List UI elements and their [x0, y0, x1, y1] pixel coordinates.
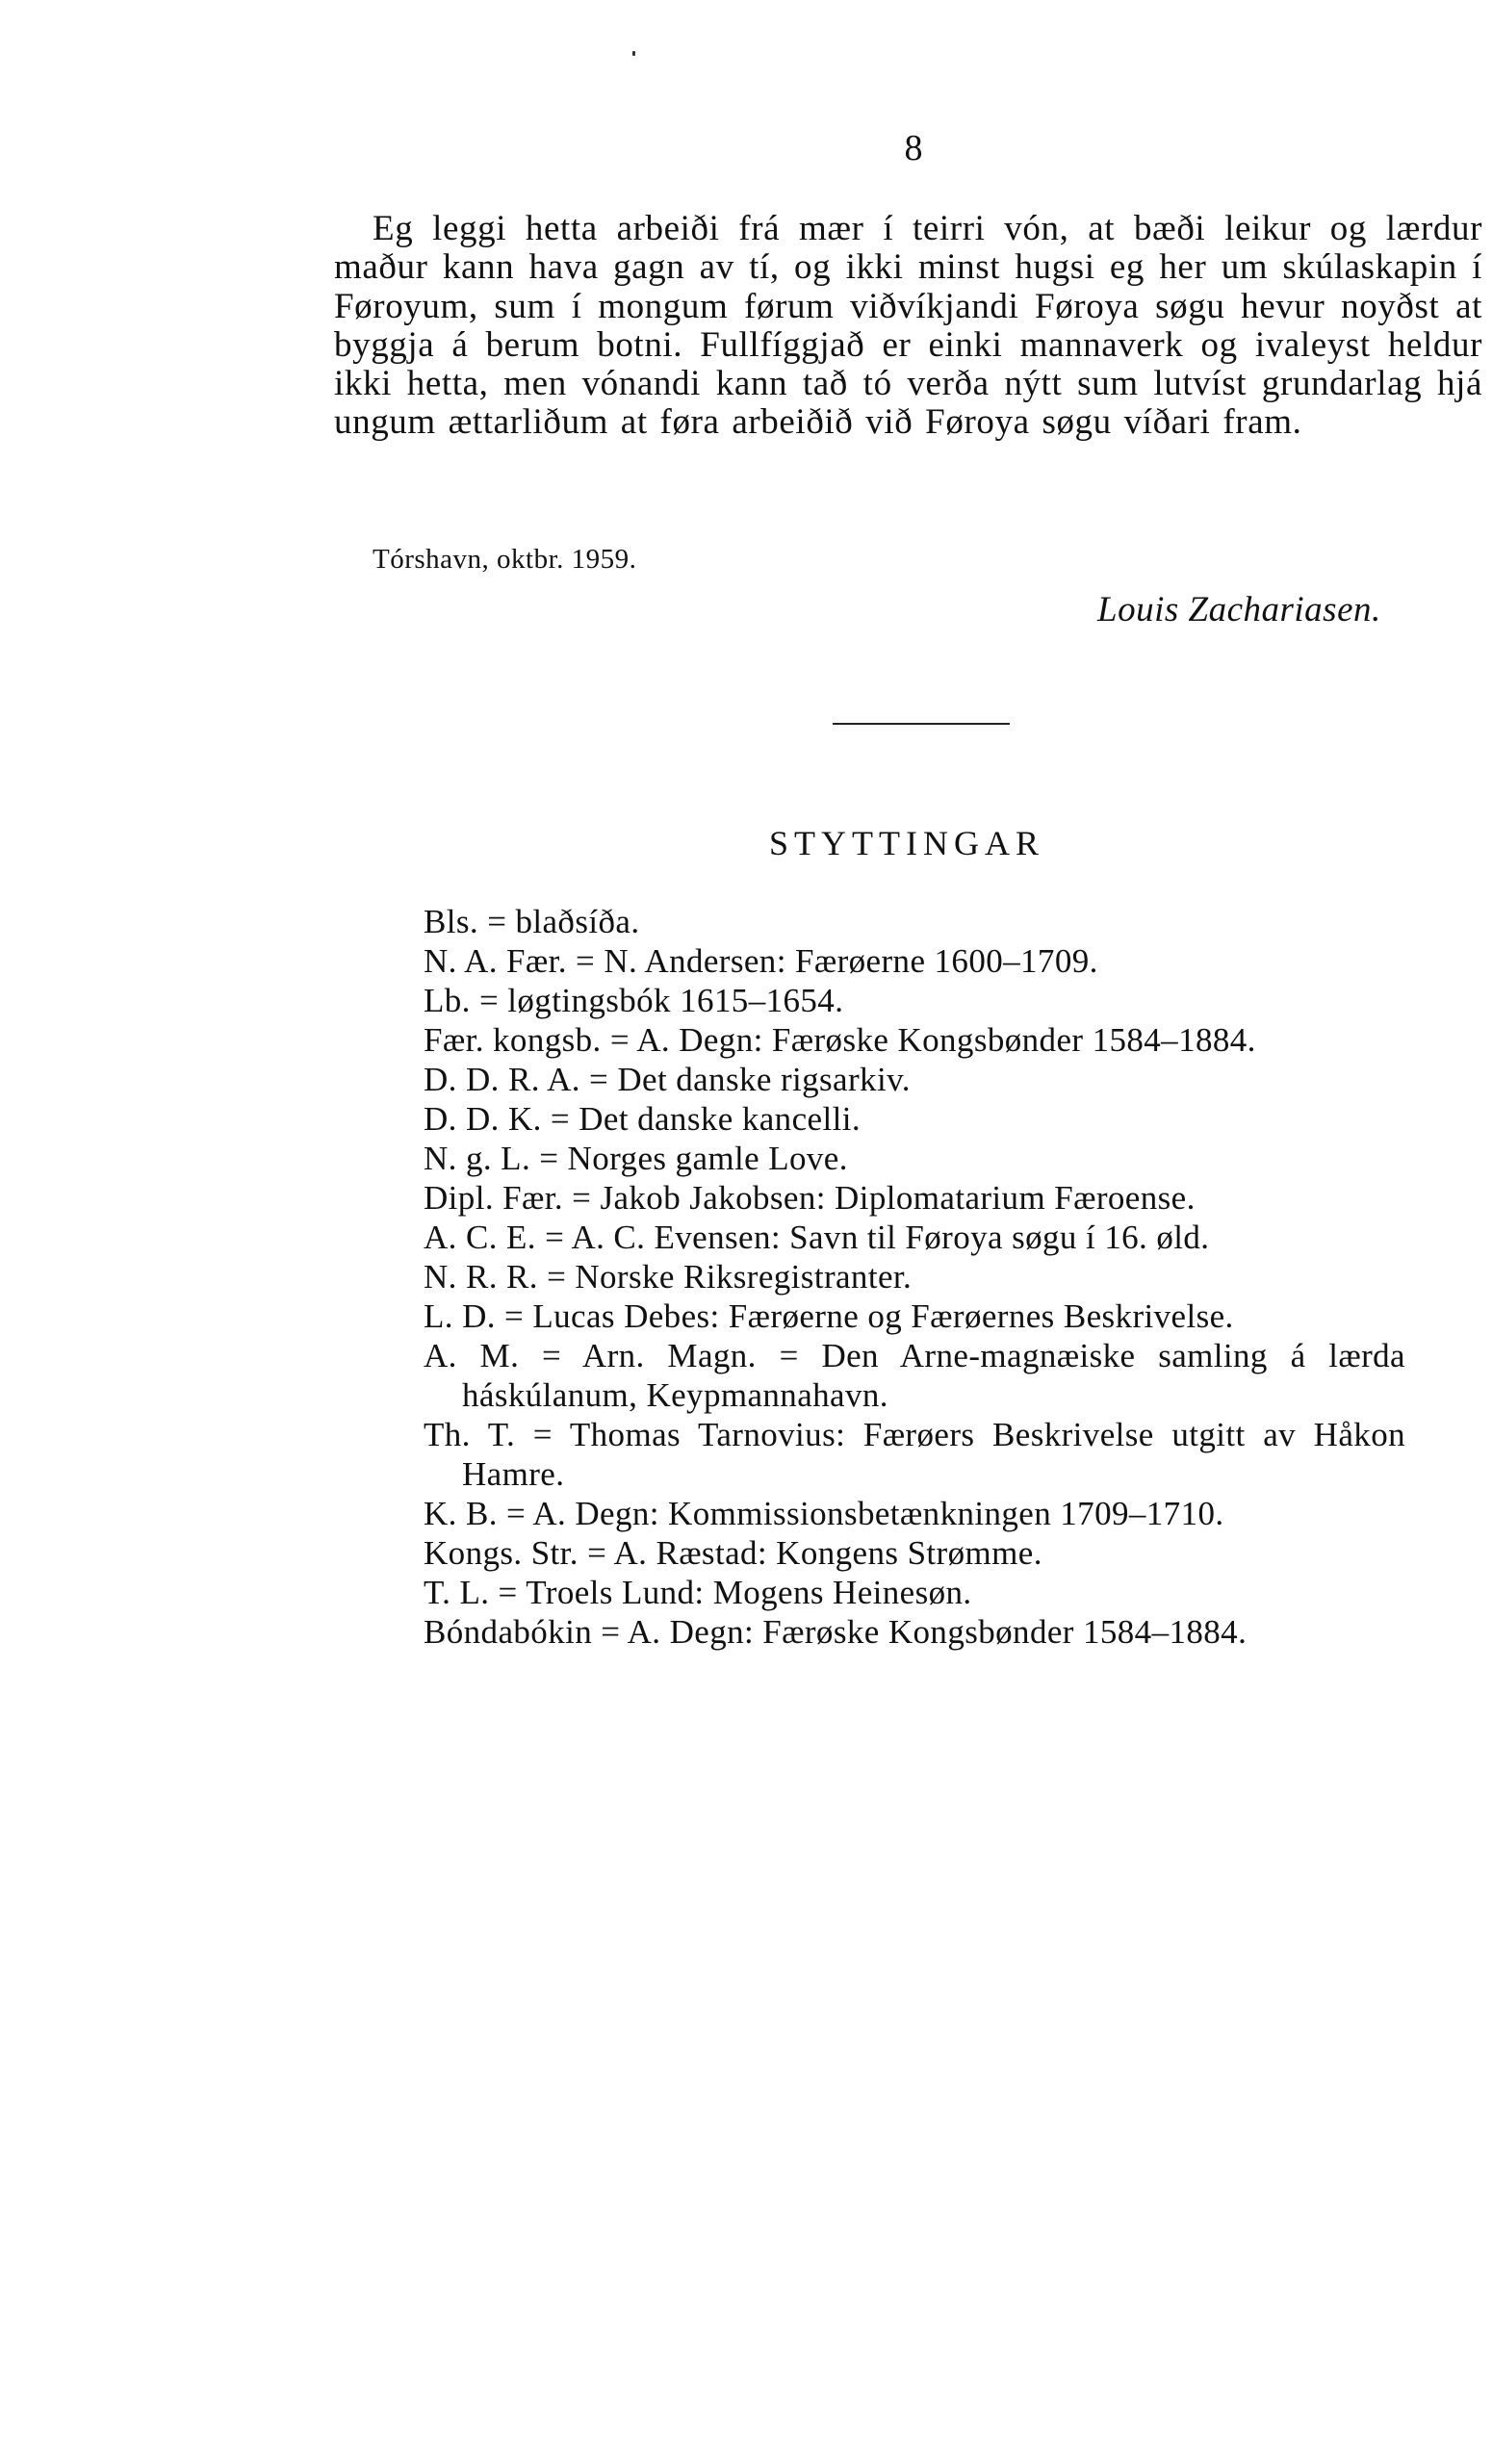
- page-number-text: 8: [904, 128, 923, 168]
- abbreviation-entry: A. C. E. = A. C. Evensen: Savn til Føroya søgu í 16. øld.: [424, 1219, 1210, 1256]
- author-signature: Louis Zachariasen.: [1097, 590, 1381, 629]
- abbreviation-list: [424, 902, 1405, 1652]
- abbreviation-entry: Dipl. Fær. = Jakob Jakobsen: Diplomatarium Færoense.: [424, 1179, 1196, 1217]
- abbreviation-entry: N. A. Fær. = N. Andersen: Færøerne 1600–1709.: [424, 942, 1098, 980]
- abbreviation-entry: N. R. R. = Norske Riksregistranter.: [424, 1258, 913, 1296]
- scan-speck: [632, 51, 635, 56]
- preface-paragraph: Eg leggi hetta arbeiði frá mær í teirri vón, at bæði leikur og lærdur maður kann hava gagn av tí, og ikki minst hugsi eg her um skúlaskapin í Føroyum, sum í mongum førum viðvíkjandi Føroya søgu hevur noyðst at byggja á berum botni. Fullfíggjað er einki mannaverk og ivaleyst heldur ikki hetta, men vónandi kann tað tó verða nýtt sum lutvíst grundarlag hjá ungum ættarliðum at føra arbeiðið við Føroya søgu víðari fram.: [334, 209, 1482, 443]
- abbreviation-entry: D. D. R. A. = Det danske rigsarkiv.: [424, 1061, 911, 1098]
- abbreviation-entry: N. g. L. = Norges gamle Love.: [424, 1140, 848, 1177]
- place-date: Tórshavn, oktbr. 1959.: [373, 544, 637, 575]
- abbreviation-entry: Bóndabókin = A. Degn: Færøske Kongsbønder 1584–1884.: [424, 1613, 1248, 1651]
- abbreviation-entry: A. M. = Arn. Magn. = Den Arne-magnæiske samling á lærda háskúlanum, Keypmannahavn.: [424, 1337, 1405, 1414]
- page-number: [0, 125, 1492, 171]
- abbreviation-entry: Lb. = løgtingsbók 1615–1654.: [424, 982, 844, 1019]
- abbreviation-entry: L. D. = Lucas Debes: Færøerne og Færøernes Beskrivelse.: [424, 1297, 1234, 1335]
- abbreviation-entry: Fær. kongsb. = A. Degn: Færøske Kongsbønder 1584–1884.: [424, 1021, 1256, 1059]
- section-divider: [833, 723, 1010, 725]
- section-title: STYTTINGAR: [769, 824, 1044, 862]
- abbreviation-entry: T. L. = Troels Lund: Mogens Heinesøn.: [424, 1574, 972, 1611]
- preface-section: [334, 210, 1482, 443]
- abbreviation-entry: Bls. = blaðsíða.: [424, 903, 640, 940]
- abbreviation-entry: D. D. K. = Det danske kancelli.: [424, 1100, 861, 1138]
- abbreviation-entry: Kongs. Str. = A. Ræstad: Kongens Strømme.: [424, 1534, 1042, 1572]
- abbreviation-entry: K. B. = A. Degn: Kommissionsbetænkningen 1709–1710.: [424, 1495, 1224, 1532]
- abbreviation-entry: Th. T. = Thomas Tarnovius: Færøers Beskrivelse utgitt av Håkon Hamre.: [424, 1416, 1405, 1493]
